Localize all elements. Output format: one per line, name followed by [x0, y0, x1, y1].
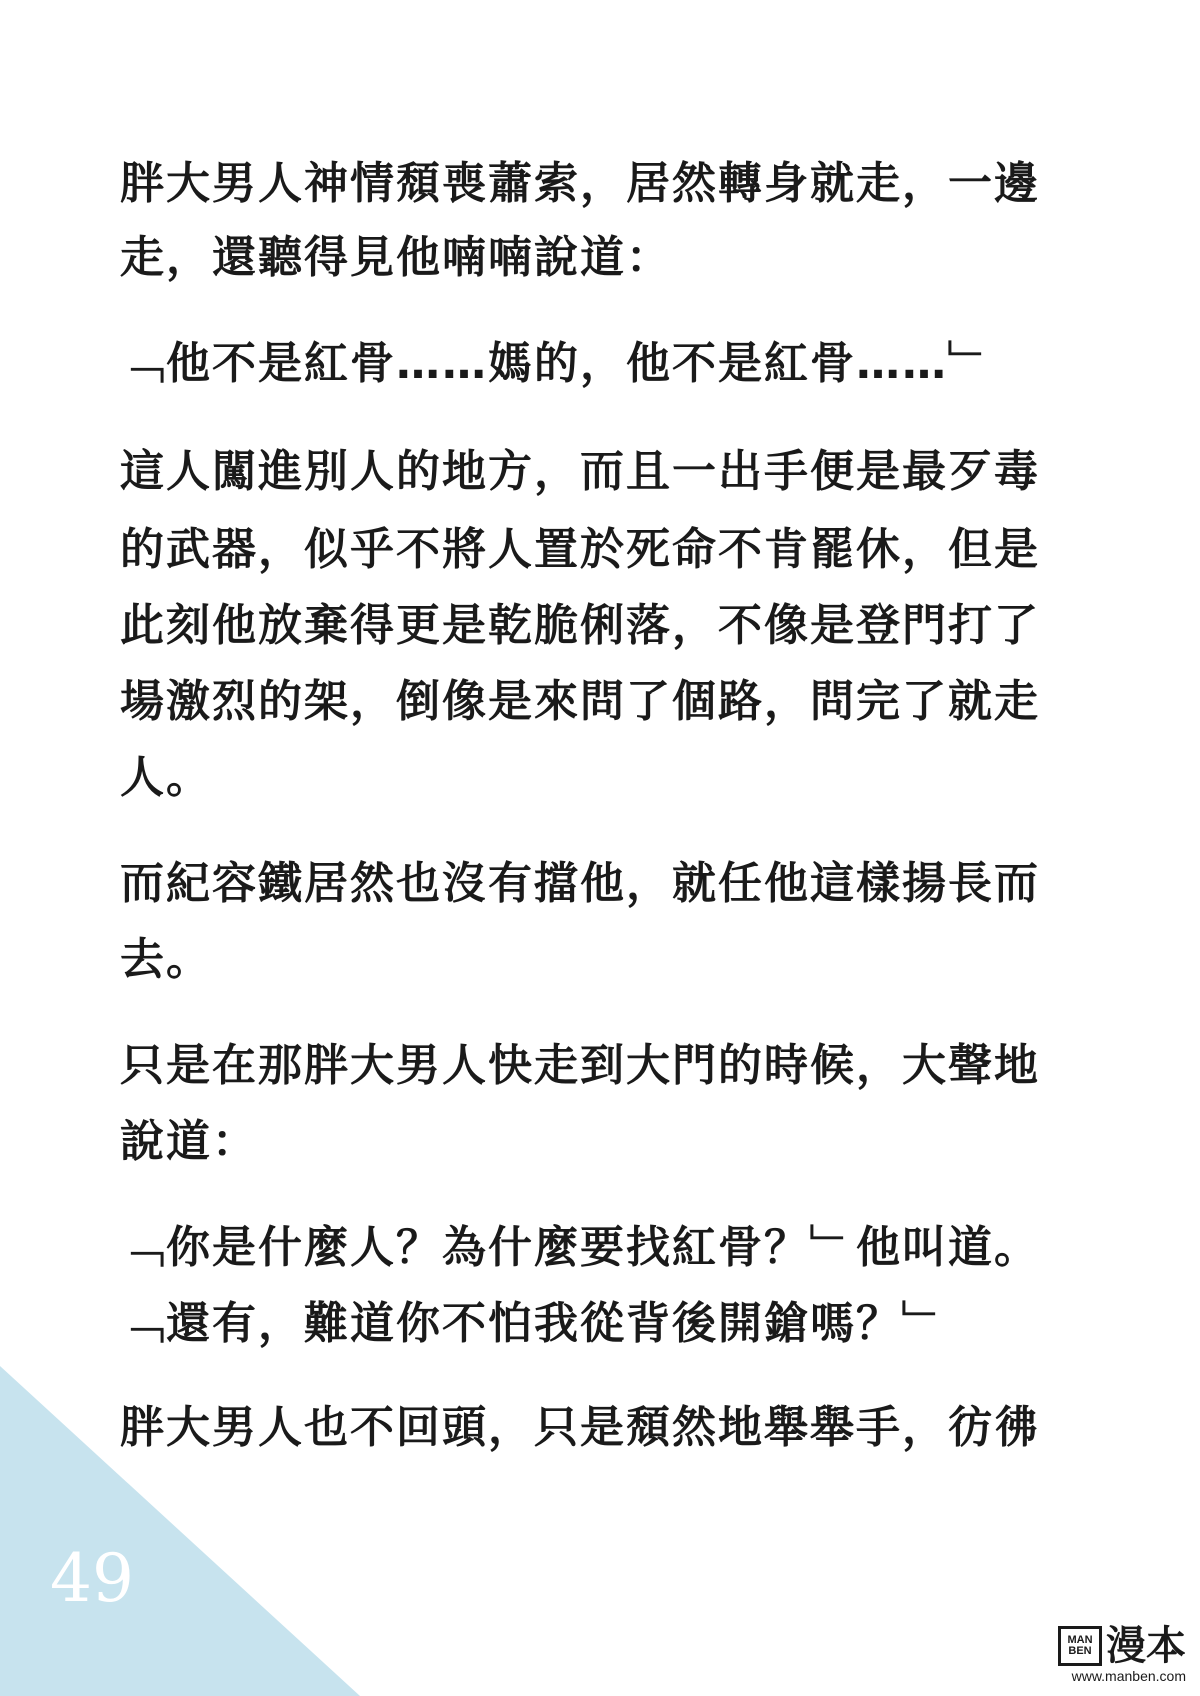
page-number: 49 — [50, 1540, 134, 1617]
text-line: 此刻他放棄得更是乾脆俐落，不像是登門打了 — [120, 600, 1040, 651]
text-line: 胖大男人也不回頭，只是頹然地舉舉手，彷彿 — [120, 1402, 1040, 1453]
logo-text-top: MAN — [1067, 1634, 1093, 1646]
text-line: 說道： — [120, 1116, 258, 1167]
logo-text-bottom: BEN — [1068, 1645, 1092, 1657]
text-line: 走，還聽得見他喃喃說道： — [120, 232, 672, 283]
text-line: ﹁還有，難道你不怕我從背後開鎗嗎？﹂ — [120, 1298, 948, 1349]
manben-logo-icon — [1058, 1626, 1102, 1666]
watermark-brand: 漫本 — [1106, 1623, 1186, 1669]
watermark-url: www.manben.com — [1071, 1668, 1186, 1684]
text-line: 只是在那胖大男人快走到大門的時候，大聲地 — [120, 1040, 1040, 1091]
text-line: 的武器，似乎不將人置於死命不肯罷休，但是 — [120, 524, 1040, 575]
text-line: ﹁他不是紅骨……媽的，他不是紅骨……﹂ — [120, 338, 994, 389]
text-line: ﹁你是什麼人？為什麼要找紅骨？﹂他叫道。 — [120, 1222, 1040, 1273]
text-line: 這人闖進別人的地方，而且一出手便是最歹毒 — [120, 446, 1040, 497]
text-line: 胖大男人神情頹喪蕭索，居然轉身就走，一邊 — [120, 158, 1040, 209]
text-line: 而紀容鐵居然也沒有擋他，就任他這樣揚長而 — [120, 858, 1040, 909]
watermark — [1058, 1623, 1186, 1684]
text-line: 人。 — [120, 752, 212, 803]
text-line: 去。 — [120, 934, 212, 985]
text-line: 場激烈的架，倒像是來問了個路，問完了就走 — [120, 676, 1040, 727]
